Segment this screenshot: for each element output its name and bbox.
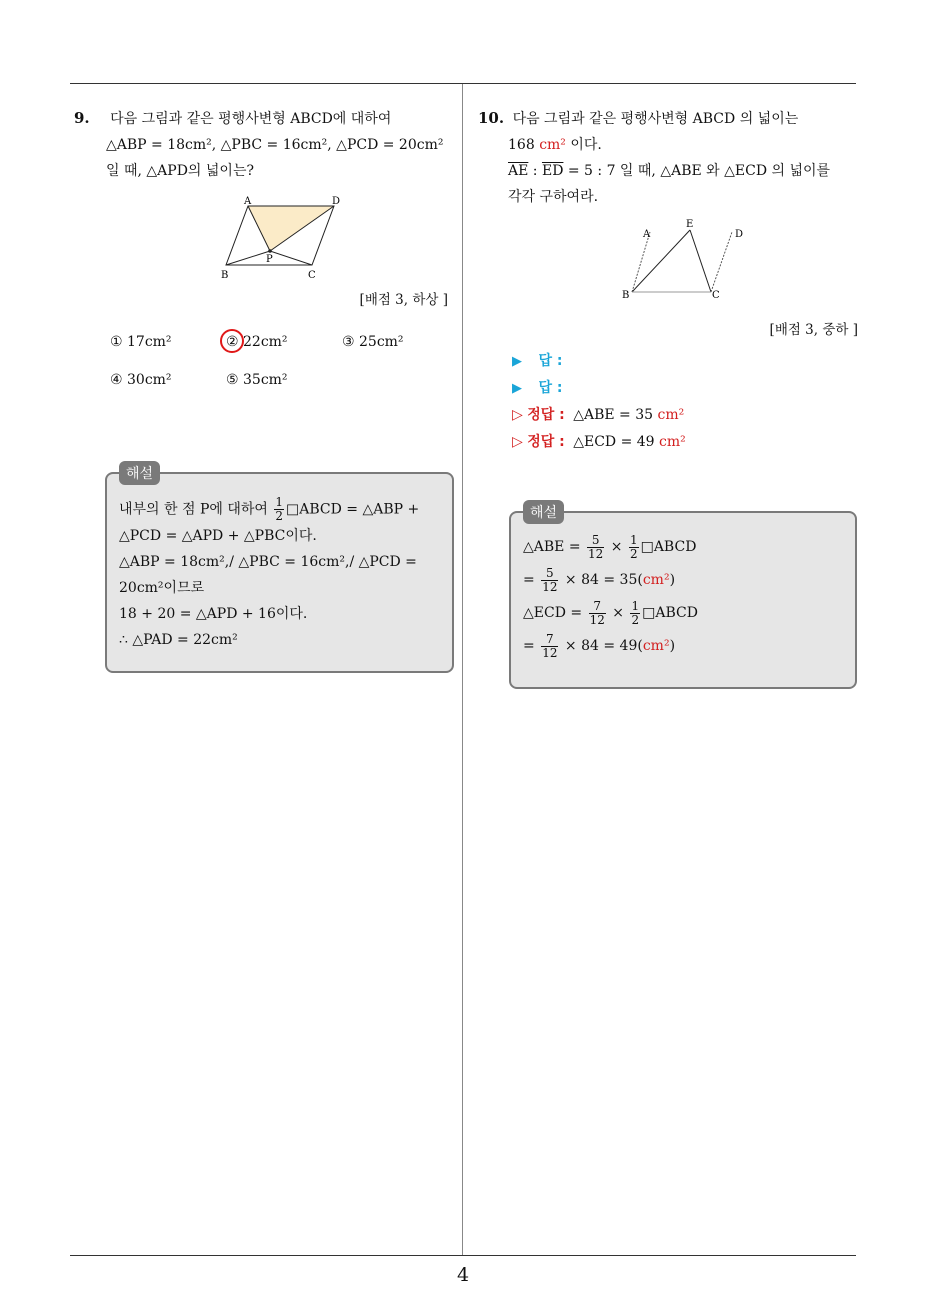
answer-section xyxy=(478,348,858,456)
choice-1[interactable]: ① 17cm² xyxy=(110,334,172,350)
answer-blank-1[interactable]: ▶ 답 : xyxy=(512,353,563,369)
solution-line4: 20cm²이므로 xyxy=(119,580,205,596)
solution-tag: 해설 xyxy=(119,461,160,485)
label-a: A xyxy=(643,229,651,240)
play-arrow-icon: ▶ xyxy=(512,381,522,396)
selected-circle-mark xyxy=(220,329,244,353)
parallelogram-figure-q10 xyxy=(478,210,858,310)
parallelogram-abe-diagram xyxy=(478,210,858,310)
label-d: D xyxy=(735,229,744,240)
solution-line1: 내부의 한 점 P에 대하여 $\frac{1}{2}$ □ABCD = △ABP + xyxy=(119,495,420,523)
label-d: D xyxy=(332,196,341,207)
score-label: [배점 3, 중하 ] xyxy=(769,322,858,338)
footer-rule xyxy=(70,1255,856,1256)
triangle-right-icon: ▷ xyxy=(512,434,523,450)
fraction-half: $\frac{1}{2}$ xyxy=(275,495,284,523)
solution-line2: △PCD = △APD + △PBC이다. xyxy=(119,528,317,544)
solution-box-q9 xyxy=(105,466,454,673)
parallelogram-diagram xyxy=(74,184,454,296)
page-number: 4 xyxy=(456,1264,470,1286)
question-text-line1: 다음 그림과 같은 평행사변형 ABCD에 대하여 xyxy=(110,111,392,127)
question-text-line2: 168 cm² 이다. xyxy=(508,137,602,153)
label-b: B xyxy=(221,270,229,281)
solution-row2: = $\frac{5}{12}$ × 84 = 35(cm²) xyxy=(523,565,676,594)
question-text-line1: 다음 그림과 같은 평행사변형 ABCD 의 넓이는 xyxy=(512,111,799,127)
choice-3[interactable]: ③ 25cm² xyxy=(342,334,404,350)
choice-5[interactable]: ⑤ 35cm² xyxy=(226,372,288,388)
solution-line5: 18 + 20 = △APD + 16이다. xyxy=(119,606,308,622)
choice-2[interactable]: ② 22cm² xyxy=(226,334,288,350)
label-p: P xyxy=(266,254,273,265)
question-text-line4: 각각 구하여라. xyxy=(508,189,599,205)
triangle-right-icon: ▷ xyxy=(512,407,523,423)
label-a: A xyxy=(244,196,252,207)
question-9 xyxy=(74,105,454,418)
question-text-line3: 일 때, △APD의 넓이는? xyxy=(106,163,254,179)
solution-row3: △ECD = $\frac{7}{12}$ × $\frac{1}{2}$ □ABCD xyxy=(523,598,698,627)
correct-answer-2: ▷ 정답 : △ECD = 49 cm² xyxy=(512,434,686,450)
solution-row1: △ABE = $\frac{5}{12}$ × $\frac{1}{2}$ □ABCD xyxy=(523,532,697,561)
question-text-line2: △ABP = 18cm², △PBC = 16cm², △PCD = 20cm² xyxy=(106,137,444,153)
question-text-line3: $\overline{AE}$ : $\overline{ED} = 5$ : 7 일 때, △ABE 와 △ECD 의 넓이를 xyxy=(508,163,831,179)
solution-row4: = $\frac{7}{12}$ × 84 = 49(cm²) xyxy=(523,631,676,660)
answer-blank-2[interactable]: ▶ 답 : xyxy=(512,380,563,396)
score-label: [배점 3, 하상 ] xyxy=(359,292,448,308)
correct-answer-1: ▷ 정답 : △ABE = 35 cm² xyxy=(512,407,685,423)
solution-line3: △ABP = 18cm²,/ △PBC = 16cm²,/ △PCD = xyxy=(119,554,417,570)
solution-box-q10 xyxy=(509,505,857,689)
solution-tag: 해설 xyxy=(523,500,564,524)
label-c: C xyxy=(308,270,316,281)
solution-line6: ∴ △PAD = 22cm² xyxy=(119,632,238,648)
header-rule xyxy=(70,83,856,84)
play-arrow-icon: ▶ xyxy=(512,354,522,369)
column-divider xyxy=(462,84,463,1256)
choice-4[interactable]: ④ 30cm² xyxy=(110,372,172,388)
label-e: E xyxy=(686,219,694,230)
answer-choices xyxy=(74,334,454,418)
question-number: 9. xyxy=(74,109,90,127)
parallelogram-figure xyxy=(74,184,454,296)
question-10 xyxy=(478,105,858,456)
question-number: 10. xyxy=(478,109,505,127)
label-c: C xyxy=(712,290,720,301)
label-b: B xyxy=(622,290,630,301)
